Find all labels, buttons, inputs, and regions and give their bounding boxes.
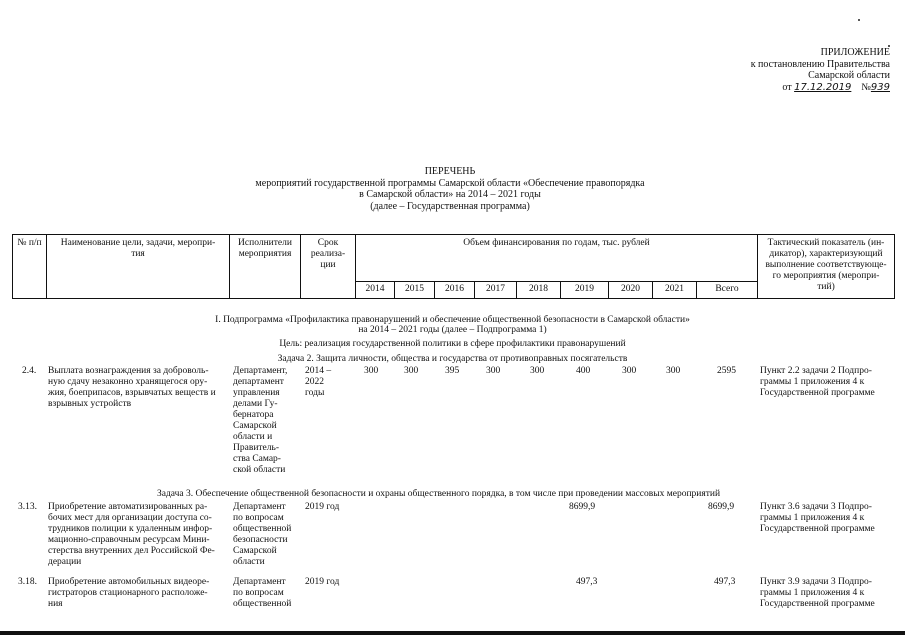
row-name: Приобретение автомобильных видеоре- гистраторов стационарного расположе- ния	[48, 577, 210, 609]
header-year-2021: 2021	[665, 284, 684, 294]
value-2020: 300	[622, 366, 637, 376]
title-line-2: в Самарской области» на 2014 – 2021 годы	[359, 189, 541, 200]
header-name: Наименование цели, задачи, меропри- тия	[60, 238, 216, 259]
row-indicator: Пункт 2.2 задачи 2 Подпро- граммы 1 приложения 4 к Государственной программе	[760, 366, 875, 398]
value-2019: 400	[576, 366, 591, 376]
value-2018: 300	[530, 366, 545, 376]
date-value: 17.12.2019	[794, 81, 852, 93]
title-line-3: (далее – Государственная программа)	[370, 200, 530, 212]
row-term: 2019 год	[305, 502, 340, 512]
row-name: Приобретение автоматизированных ра- бочих мест для организации доступа со- трудников полиции к удаленным инфор- мационно-справочным ресурсам Мини- стерства внутренних дел Российской Фе- дерации	[48, 502, 215, 567]
row-term: 2014 – 2022 годы	[305, 366, 332, 398]
row-executors: Департамент, департамент управления делами Гу- бернатора Самарской области и Правитель- ства Самар- ской области	[233, 366, 288, 475]
goal-line: Цель: реализация государственной политики в сфере профилактики правонарушений	[279, 339, 626, 349]
header-term: Срок реализа- ции	[310, 238, 346, 270]
number-prefix: №	[861, 81, 871, 93]
value-total: 497,3	[714, 577, 736, 587]
header-year-2020: 2020	[621, 284, 640, 294]
value-2019: 497,3	[576, 577, 598, 587]
subprogram-line-1: I. Подпрограмма «Профилактика правонарушений и обеспечение общественной безопасности в Самарской области»	[215, 315, 690, 325]
number-value: 939	[870, 81, 890, 93]
task-2-line: Задача 2. Защита личности, общества и государства от противоправных посягательств	[277, 354, 628, 364]
row-num: 2.4.	[22, 366, 37, 376]
appendix-title: ПРИЛОЖЕНИЕ	[820, 47, 890, 58]
row-indicator: Пункт 3.9 задачи 3 Подпро- граммы 1 приложения 4 к Государственной программе	[760, 577, 875, 609]
title-heading: ПЕРЕЧЕНЬ	[424, 166, 476, 177]
scan-edge-bar	[0, 631, 905, 635]
appendix-line-2: Самарской области	[808, 70, 890, 81]
header-year-2019: 2019	[575, 284, 594, 294]
value-total: 2595	[717, 366, 736, 376]
row-indicator: Пункт 3.6 задачи 3 Подпро- граммы 1 приложения 4 к Государственной программе	[760, 502, 875, 534]
header-year-2014: 2014	[365, 284, 385, 294]
value-2016: 395	[445, 366, 460, 376]
subprogram-line-2: на 2014 – 2021 годы (далее – Подпрограмма 1)	[358, 325, 547, 335]
value-2021: 300	[666, 366, 681, 376]
header-indicator: Тактический показатель (ин- дикатор), характеризующий выполнение соответствующе- го мероприятия (меропри- тий)	[765, 238, 887, 292]
value-2017: 300	[486, 366, 501, 376]
header-num: № п/п	[17, 238, 42, 248]
header-year-2018: 2018	[529, 284, 548, 294]
header-year-2015: 2015	[405, 284, 424, 294]
appendix-header	[720, 47, 890, 93]
row-num: 3.13.	[18, 502, 37, 512]
document-title	[200, 166, 700, 212]
row-executors: Департамент по вопросам общественной	[233, 577, 292, 609]
row-num: 3.18.	[18, 577, 37, 587]
value-2019: 8699,9	[569, 502, 596, 512]
header-year-2017: 2017	[486, 284, 505, 294]
header-year-2016: 2016	[445, 284, 464, 294]
scan-speck	[858, 19, 860, 21]
value-total: 8699,9	[708, 502, 735, 512]
value-2015: 300	[404, 366, 419, 376]
header-funding: Объем финансирования по годам, тыс. рублей	[463, 238, 650, 248]
row-name: Выплата вознаграждения за доброволь- ную сдачу незаконно хранящегося ору- жия, боеприпасов, взрывчатых веществ и взрывных устройств	[48, 366, 216, 409]
task-3-line: Задача 3. Обеспечение общественной безопасности и охраны общественного порядка, в том числе при проведении массовых мероприятий	[157, 489, 721, 499]
row-executors: Департамент по вопросам общественной безопасности Самарской области	[233, 502, 292, 567]
title-line-1: мероприятий государственной программы Самарской области «Обеспечение правопорядка	[255, 177, 645, 189]
value-2014: 300	[364, 366, 379, 376]
appendix-line-1: к постановлению Правительства	[750, 58, 890, 70]
appendix-date-line	[720, 82, 890, 94]
header-executors: Исполнители мероприятия	[238, 238, 292, 259]
scan-speck	[888, 45, 890, 47]
date-prefix: от	[782, 81, 792, 93]
header-total: Всего	[715, 284, 739, 294]
row-term: 2019 год	[305, 577, 340, 587]
